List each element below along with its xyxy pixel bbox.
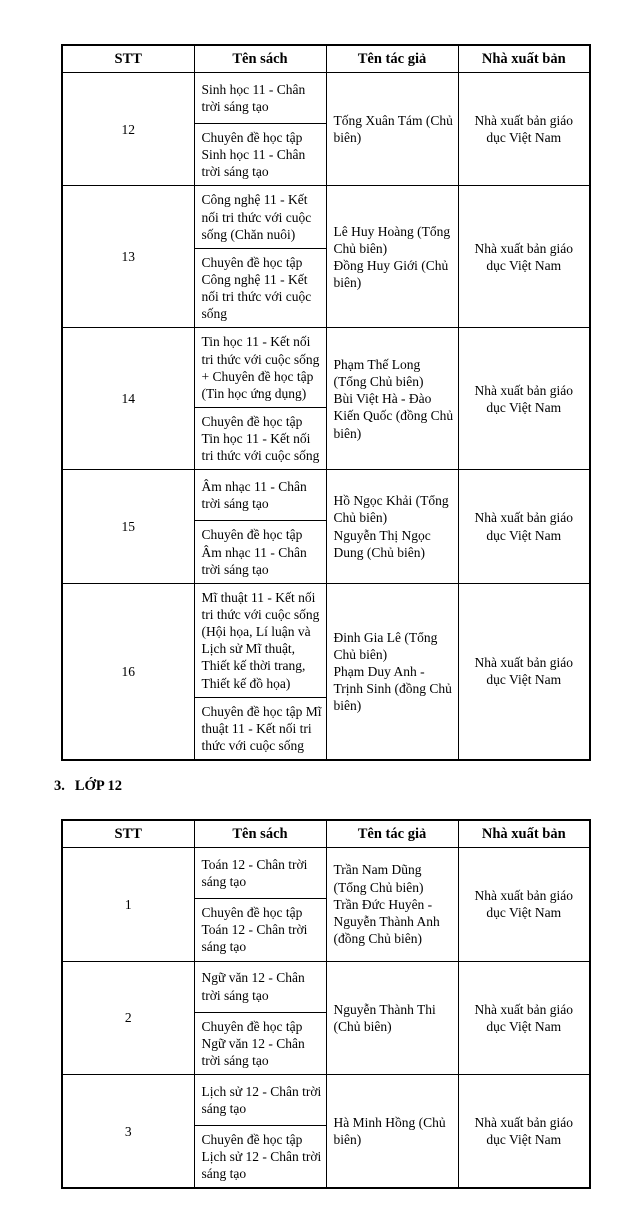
author-cell <box>326 961 458 1074</box>
textbook-table-lop-11 <box>61 44 591 761</box>
section-heading-lop-12 <box>54 778 642 795</box>
book-title-cell: Ngữ văn 12 - Chân trời sáng tạo <box>194 961 326 1012</box>
column-header: Tên tác giả <box>326 45 458 73</box>
author-cell <box>326 73 458 186</box>
book-row <box>62 186 590 248</box>
author-line: Tống Xuân Tám (Chủ biên) <box>333 113 453 146</box>
book-row <box>62 1074 590 1125</box>
book-title-cell: Chuyên đề học tập Ngữ văn 12 - Chân trời sáng tạo <box>194 1012 326 1074</box>
author-cell <box>326 470 458 583</box>
book-title-cell: Chuyên đề học tập Công nghệ 11 - Kết nối tri thức với cuộc sống <box>194 248 326 328</box>
author-line: Hà Minh Hồng (Chủ biên) <box>333 1114 446 1148</box>
section-title: LỚP 12 <box>74 778 123 795</box>
author-line: Trần Nam Dũng (Tổng Chủ biên) <box>333 862 424 895</box>
stt-cell: 15 <box>62 470 194 583</box>
stt-cell: 13 <box>62 186 194 328</box>
book-title-cell: Chuyên đề học tập Toán 12 - Chân trời sáng tạo <box>194 899 326 961</box>
book-title-cell: Âm nhạc 11 - Chân trời sáng tạo <box>194 470 326 521</box>
book-title-cell: Sinh học 11 - Chân trời sáng tạo <box>194 73 326 124</box>
book-title-cell: Tin học 11 - Kết nối tri thức với cuộc sống + Chuyên đề học tập (Tin học ứng dụng) <box>194 328 326 408</box>
author-line: Đinh Gia Lê (Tổng Chủ biên) <box>333 629 438 662</box>
stt-cell: 3 <box>62 1074 194 1188</box>
author-line: Đồng Huy Giới (Chủ biên) <box>333 257 449 291</box>
author-line: Trần Đức Huyên - Nguyễn Thành Anh (đồng Chủ biên) <box>333 896 440 946</box>
column-header: STT <box>62 820 194 848</box>
column-header: Tên tác giả <box>326 820 458 848</box>
publisher-cell: Nhà xuất bản giáo dục Việt Nam <box>458 328 590 470</box>
book-title-cell: Chuyên đề học tập Mĩ thuật 11 - Kết nối tri thức với cuộc sống <box>194 697 326 760</box>
header-row <box>62 820 590 848</box>
publisher-cell: Nhà xuất bản giáo dục Việt Nam <box>458 961 590 1074</box>
column-header: Nhà xuất bản <box>458 45 590 73</box>
book-title-cell: Chuyên đề học tập Lịch sử 12 - Chân trời sáng tạo <box>194 1125 326 1188</box>
author-line: Hồ Ngọc Khải (Tổng Chủ biên) <box>333 493 449 526</box>
author-cell <box>326 186 458 328</box>
publisher-cell: Nhà xuất bản giáo dục Việt Nam <box>458 186 590 328</box>
column-header: Nhà xuất bản <box>458 820 590 848</box>
column-header: Tên sách <box>194 820 326 848</box>
publisher-cell: Nhà xuất bản giáo dục Việt Nam <box>458 470 590 583</box>
author-line: Lê Huy Hoàng (Tổng Chủ biên) <box>333 223 451 256</box>
author-line: Nguyễn Thành Thi (Chủ biên) <box>333 1001 436 1034</box>
book-row <box>62 73 590 124</box>
book-title-cell: Chuyên đề học tập Âm nhạc 11 - Chân trời sáng tạo <box>194 521 326 583</box>
header-row <box>62 45 590 73</box>
publisher-cell: Nhà xuất bản giáo dục Việt Nam <box>458 1074 590 1188</box>
column-header: Tên sách <box>194 45 326 73</box>
section-number: 3. <box>54 778 65 795</box>
author-line: Nguyễn Thị Ngọc Dung (Chủ biên) <box>333 527 431 560</box>
book-title-cell: Toán 12 - Chân trời sáng tạo <box>194 848 326 899</box>
stt-cell: 14 <box>62 328 194 470</box>
book-title-cell: Chuyên đề học tập Sinh học 11 - Chân trời sáng tạo <box>194 124 326 186</box>
book-row <box>62 470 590 521</box>
author-cell <box>326 328 458 470</box>
stt-cell: 12 <box>62 73 194 186</box>
book-title-cell: Chuyên đề học tập Tin học 11 - Kết nối tri thức với cuộc sống <box>194 407 326 469</box>
column-header: STT <box>62 45 194 73</box>
publisher-cell: Nhà xuất bản giáo dục Việt Nam <box>458 583 590 760</box>
stt-cell: 16 <box>62 583 194 760</box>
author-cell <box>326 583 458 760</box>
author-cell <box>326 848 458 961</box>
author-line: Phạm Duy Anh - Trịnh Sinh (đồng Chủ biên) <box>333 663 452 714</box>
stt-cell: 1 <box>62 848 194 961</box>
book-title-cell: Lịch sử 12 - Chân trời sáng tạo <box>194 1074 326 1125</box>
author-cell <box>326 1074 458 1188</box>
stt-cell: 2 <box>62 961 194 1074</box>
book-row <box>62 848 590 899</box>
book-row <box>62 961 590 1012</box>
publisher-cell: Nhà xuất bản giáo dục Việt Nam <box>458 73 590 186</box>
textbook-table-lop-12 <box>61 819 591 1189</box>
publisher-cell: Nhà xuất bản giáo dục Việt Nam <box>458 848 590 961</box>
book-row <box>62 583 590 697</box>
book-row <box>62 328 590 408</box>
author-line: Bùi Việt Hà - Đào Kiến Quốc (đồng Chủ biên) <box>333 391 454 441</box>
book-title-cell: Mĩ thuật 11 - Kết nối tri thức với cuộc sống (Hội họa, Lí luận và Lịch sử Mĩ thuật, Thiết kế thời trang, Thiết kế đồ họa) <box>194 583 326 697</box>
book-title-cell: Công nghệ 11 - Kết nối tri thức với cuộc sống (Chăn nuôi) <box>194 186 326 248</box>
author-line: Phạm Thế Long (Tổng Chủ biên) <box>333 357 424 390</box>
